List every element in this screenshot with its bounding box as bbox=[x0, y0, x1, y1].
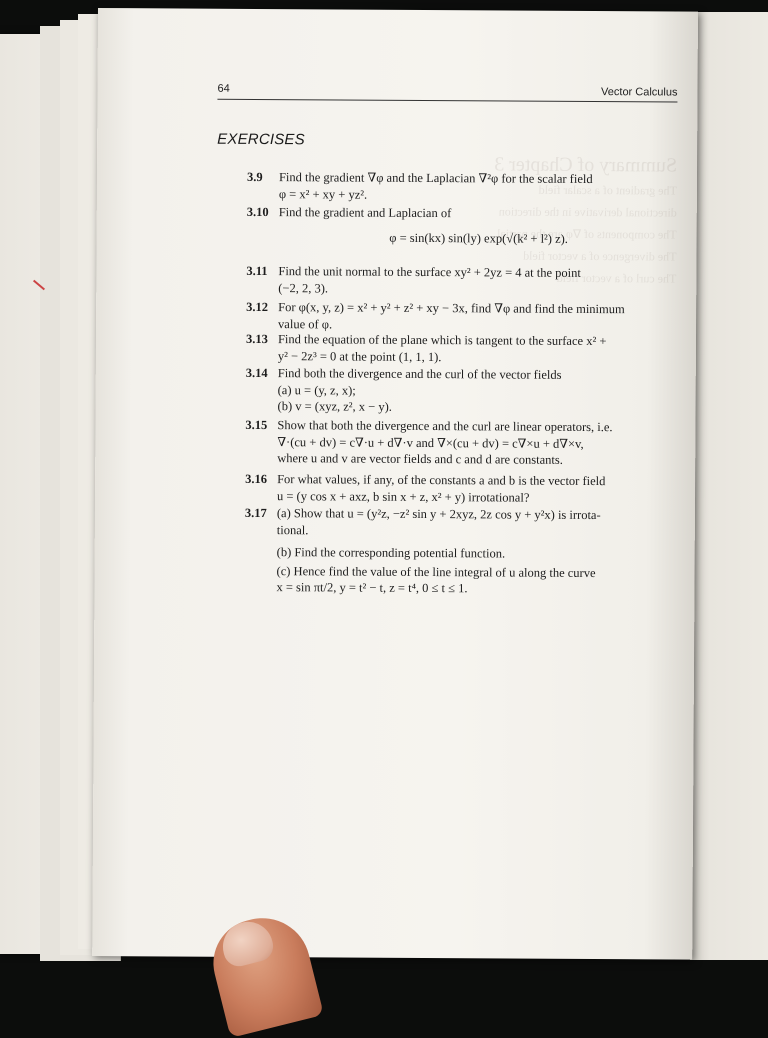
exercise-number: 3.13 bbox=[245, 331, 268, 347]
exercise-line: (b) Find the corresponding potential function. bbox=[276, 545, 506, 561]
exercise-3-12 bbox=[246, 299, 678, 331]
exercise-line: value of φ. bbox=[278, 316, 333, 331]
exercise-number: 3.16 bbox=[245, 471, 268, 487]
exercise-line: Find the equation of the plane which is tangent to the surface x² + bbox=[277, 332, 607, 349]
exercise-line: (−2, 2, 3). bbox=[278, 280, 329, 295]
exercise-3-10 bbox=[246, 204, 679, 246]
exercise-line: u = (y cos x + axz, b sin x + z, x² + y) irrotational? bbox=[276, 488, 530, 505]
exercise-line: For φ(x, y, z) = x² + y² + z² + xy − 3x, find ∇φ and find the minimum bbox=[278, 300, 625, 317]
exercise-number: 3.17 bbox=[244, 505, 267, 521]
exercise-line: ∇·(cu + dv) = c∇·u + d∇·v and ∇×(cu + dv) = c∇×u + d∇×v, bbox=[277, 434, 584, 451]
exercise-line: x = sin πt/2, y = t² − t, z = t⁴, 0 ≤ t ≤ 1. bbox=[276, 580, 468, 596]
exercise-line: Find the gradient ∇φ and the Laplacian ∇²φ for the scalar field bbox=[278, 170, 593, 187]
exercise-number: 3.15 bbox=[245, 417, 268, 433]
exercise-line: Find the gradient and Laplacian of bbox=[278, 205, 452, 221]
exercise-3-11 bbox=[246, 263, 678, 295]
exercise-line: (c) Hence find the value of the line integral of u along the curve bbox=[276, 563, 596, 580]
exercise-line: tional. bbox=[276, 522, 309, 537]
exercise-number: 3.11 bbox=[246, 263, 268, 279]
exercise-line: y² − 2z³ = 0 at the point (1, 1, 1). bbox=[277, 348, 442, 364]
facing-page-edge bbox=[690, 12, 768, 960]
exercise-equation: φ = sin(kx) sin(ly) exp(√(k² + l²) z). bbox=[389, 230, 568, 246]
exercise-line: (b) v = (xyz, z², x − y). bbox=[277, 399, 392, 414]
exercise-line: For what values, if any, of the constants a and b is the vector field bbox=[277, 472, 606, 489]
exercise-line: Show that both the divergence and the curl are linear operators, i.e. bbox=[277, 418, 613, 435]
exercise-line: (a) u = (y, z, x); bbox=[277, 382, 356, 398]
show-through-text: Summary of Chapter 3 The gradient of a scalar field directional derivative in the direction The components of ∇φ are the partial The divergence of a vector field The curl of a vector field bbox=[494, 153, 678, 286]
exercise-number: 3.14 bbox=[245, 365, 268, 381]
exercise-line: (a) Show that u = (y²z, −z² sin y + 2xyz, 2z cos y + y²x) is irrota- bbox=[276, 506, 601, 523]
page-number: 64 bbox=[217, 82, 230, 95]
exercise-line: where u and v are vector fields and c and d are constants. bbox=[277, 451, 563, 467]
exercise-3-9 bbox=[246, 169, 679, 202]
exercise-number: 3.12 bbox=[246, 299, 269, 315]
book-page bbox=[92, 8, 698, 960]
exercise-line: φ = x² + xy + yz². bbox=[278, 186, 368, 202]
running-title: Vector Calculus bbox=[601, 86, 678, 99]
running-header bbox=[217, 83, 677, 103]
exercise-3-16 bbox=[245, 471, 677, 505]
section-heading: EXERCISES bbox=[217, 130, 305, 149]
exercise-number: 3.10 bbox=[246, 204, 269, 220]
exercise-3-15 bbox=[245, 417, 678, 467]
exercise-number: 3.9 bbox=[246, 169, 263, 185]
exercise-line: Find both the divergence and the curl of the vector fields bbox=[277, 366, 562, 382]
exercise-line: Find the unit normal to the surface xy² + 2yz = 4 at the point bbox=[278, 264, 581, 280]
